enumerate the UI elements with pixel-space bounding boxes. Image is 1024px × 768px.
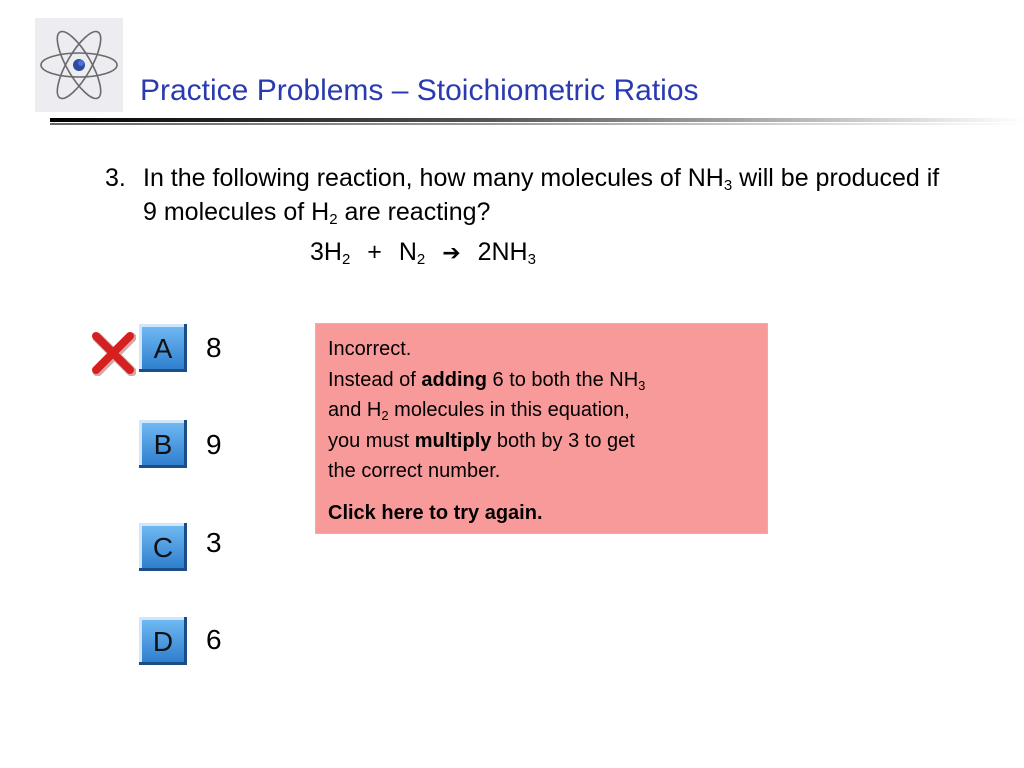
- feedback-line-1: Instead of adding 6 to both the $NH_3$: [328, 368, 646, 393]
- choice-d-value: 6: [206, 624, 222, 655]
- title-divider: [50, 118, 1024, 127]
- choice-a-button[interactable]: [139, 324, 187, 372]
- atom-logo: [35, 18, 123, 112]
- feedback-heading: Incorrect.: [328, 338, 412, 360]
- svg-text:C: C: [152, 532, 174, 563]
- page-title: Practice Problems – Stoichiometric Ratios: [140, 74, 699, 107]
- reactant-h2: $3H_2$: [310, 238, 351, 268]
- choice-c-value: 3: [206, 527, 222, 558]
- feedback-line-4: the correct number.: [328, 460, 501, 482]
- choice-a-value: 8: [206, 332, 222, 363]
- reaction-arrow-icon: ➔: [442, 241, 461, 266]
- svg-text:B: B: [153, 429, 173, 460]
- choice-b-value: 9: [206, 429, 222, 460]
- svg-text:A: A: [153, 333, 173, 364]
- feedback-line-2: and $H_2$ molecules in this equation,: [328, 399, 630, 423]
- product-nh3: $2NH_3$: [477, 238, 536, 268]
- reactant-n2: $N_2$: [398, 238, 426, 268]
- question-number: 3.: [105, 164, 126, 192]
- question-text: In the following reaction, how many molecules of $NH_3$ will be produced if 9 molecules of $H_2$ are reacting?: [143, 164, 940, 228]
- svg-text:D: D: [152, 626, 174, 657]
- try-again-link[interactable]: Click here to try again.: [328, 501, 543, 524]
- choice-d-button[interactable]: [139, 617, 187, 665]
- choice-c-button[interactable]: [139, 523, 187, 571]
- reaction-equation: [310, 238, 546, 267]
- feedback-panel: [315, 323, 768, 534]
- choice-b-button[interactable]: [139, 420, 187, 468]
- incorrect-x-icon: [90, 330, 136, 376]
- feedback-line-3: you must multiply both by 3 to get: [328, 429, 635, 452]
- plus-sign: +: [367, 238, 382, 266]
- atom-icon: [35, 18, 123, 112]
